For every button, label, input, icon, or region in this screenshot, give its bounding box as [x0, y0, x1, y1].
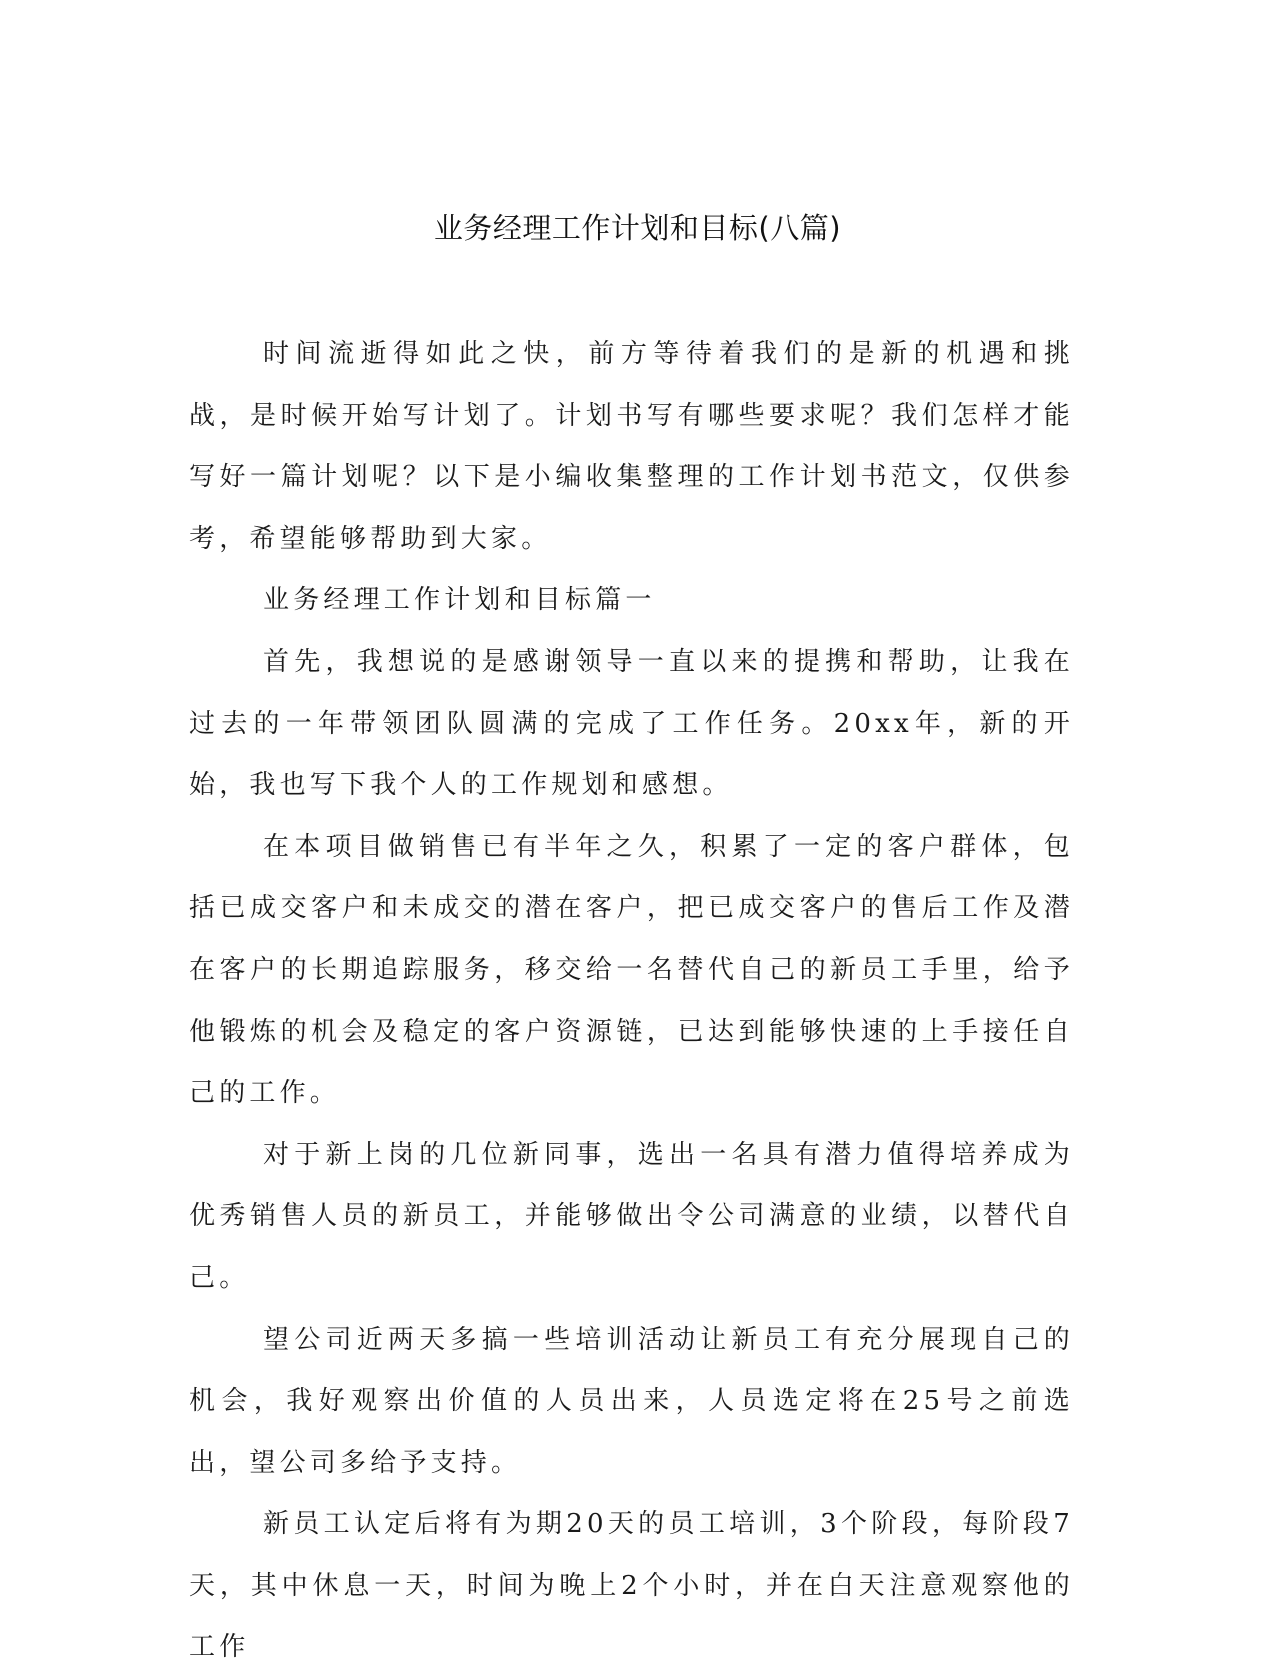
paragraph-client-handover: 在本项目做销售已有半年之久，积累了一定的客户群体，包括已成交客户和未成交的潜在客户，把已成交客户的售后工作及潜在客户的长期追踪服务，移交给一名替代自己的新员工手里，给予他锻炼的机会及稳定的客户资源链，已达到能够快速的上手接任自己的工作。: [189, 831, 1074, 1109]
document-body: [189, 324, 1074, 1679]
paragraph-thanks: 首先，我想说的是感谢领导一直以来的提携和帮助，让我在过去的一年带领团队圆满的完成了工作任务。20xx年，新的开始，我也写下我个人的工作规划和感想。: [189, 646, 1074, 801]
paragraph-new-staff-selection: 对于新上岗的几位新同事，选出一名具有潜力值得培养成为优秀销售人员的新员工，并能够做出令公司满意的业绩，以替代自己。: [189, 1139, 1074, 1293]
paragraph-training-request: 望公司近两天多搞一些培训活动让新员工有充分展现自己的机会，我好观察出价值的人员出来，人员选定将在25号之前选出，望公司多给予支持。: [189, 1324, 1074, 1478]
paragraph-training-plan: 新员工认定后将有为期20天的员工培训，3个阶段，每阶段7天，其中休息一天，时间为晚上2个小时，并在白天注意观察他的工作: [189, 1509, 1074, 1663]
section-heading-part-one: 业务经理工作计划和目标篇一: [263, 585, 656, 616]
paragraph-intro: 时间流逝得如此之快，前方等待着我们的是新的机遇和挑战，是时候开始写计划了。计划书写有哪些要求呢？我们怎样才能写好一篇计划呢？以下是小编收集整理的工作计划书范文，仅供参考，希望能够帮助到大家。: [189, 339, 1074, 554]
document-title: 业务经理工作计划和目标(八篇): [433, 211, 842, 245]
